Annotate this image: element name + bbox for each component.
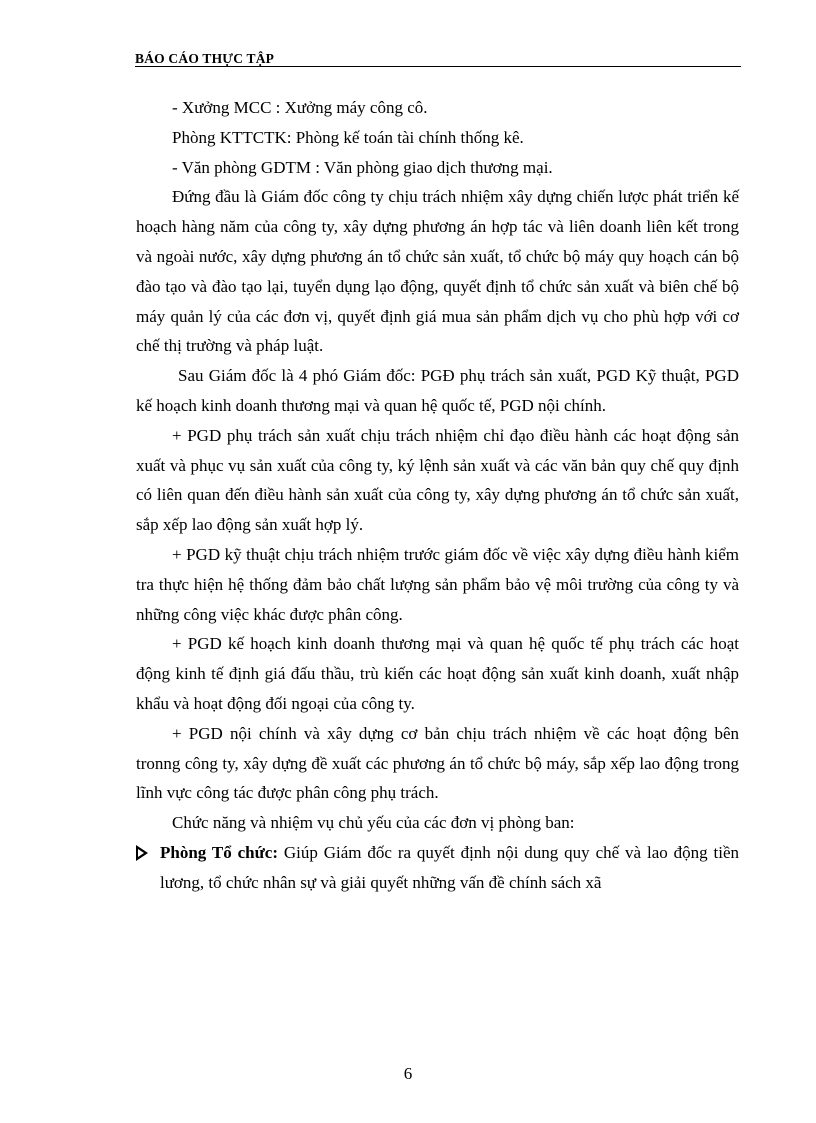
paragraph-pgd-production: + PGD phụ trách sản xuất chịu trách nhiệm chỉ đạo điều hành các hoạt động sản xuất và phục vụ sản xuất của công ty, ký lệnh sản xuất và các văn bản quy chế quy định có liên quan đến điều hành sản xuất của công ty, xây dựng phương án tổ chức sản xuất, sắp xếp lao động sản xuất hợp lý. bbox=[136, 425, 739, 535]
paragraph-functions-intro: Chức năng và nhiệm vụ chủ yếu của các đơn vị phòng ban: bbox=[172, 813, 575, 833]
paragraph-pgd-technical: + PGD kỹ thuật chịu trách nhiệm trước giám đốc về việc xây dựng điều hành kiểm tra thực hiện hệ thống đảm bảo chất lượng sản phẩm bảo vệ môi trường của công ty và những công việc khác được phân công. bbox=[136, 544, 739, 624]
paragraph-office-gdtm: - Văn phòng GDTM : Văn phòng giao dịch thương mại. bbox=[172, 157, 553, 177]
bullet-paragraph bbox=[160, 838, 739, 898]
bullet-text: Giúp Giám đốc ra quyết định nội dung quy chế và lao động tiền lương, tổ chức nhân sự và giải quyết những vấn đề chính sách xã bbox=[160, 842, 739, 892]
paragraph-dept-kttctk: Phòng KTTCTK: Phòng kế toán tài chính thống kê. bbox=[172, 127, 524, 147]
document-body bbox=[136, 93, 739, 898]
paragraph-pgd-business: + PGD kế hoạch kinh doanh thương mại và quan hệ quốc tế phụ trách các hoạt động kinh tế định giá đấu thầu, trù kiến các hoạt động sản xuất kinh doanh, xuất nhập khẩu và hoạt động đối ngoại của công ty. bbox=[136, 634, 739, 713]
page-header bbox=[135, 48, 741, 67]
page-number: 6 bbox=[403, 1064, 413, 1083]
header-title: BÁO CÁO THỰC TẬP bbox=[135, 51, 275, 66]
paragraph-deputy-directors: Sau Giám đốc là 4 phó Giám đốc: PGĐ phụ trách sản xuất, PGD Kỹ thuật, PGD kế hoạch kinh doanh thương mại và quan hệ quốc tế, PGD nội chính. bbox=[136, 366, 739, 415]
bullet-label: Phòng Tổ chức: bbox=[160, 842, 278, 862]
paragraph-workshop-mcc: - Xưởng MCC : Xưởng máy công cô. bbox=[172, 98, 428, 117]
paragraph-pgd-internal: + PGD nội chính và xây dựng cơ bản chịu trách nhiệm về các hoạt động bên tronng công ty, xây dựng đề xuất các phương án tổ chức bộ máy, sắp xếp lao động trong lĩnh vực công tác được phân công phụ trách. bbox=[136, 723, 739, 803]
bullet-item-organization bbox=[136, 838, 739, 898]
arrow-bullet-icon bbox=[136, 845, 148, 861]
paragraph-director: Đứng đầu là Giám đốc công ty chịu trách nhiệm xây dựng chiến lược phát triển kế hoạch hàng năm của công ty, xây dựng phương án hợp tác và liên doanh liên kết trong và ngoài nước, xây dựng phương án tổ chức sản xuất, tổ chức bộ máy quy hoạch cán bộ đào tạo và đào tạo lại, tuyển dụng lạo động, quyết định tổ chức sản xuất và biên chế bộ máy quản lý của các đơn vị, quyết định giá mua sản phẩm dịch vụ cho phù hợp với cơ chế thị trường và pháp luật. bbox=[136, 187, 739, 356]
